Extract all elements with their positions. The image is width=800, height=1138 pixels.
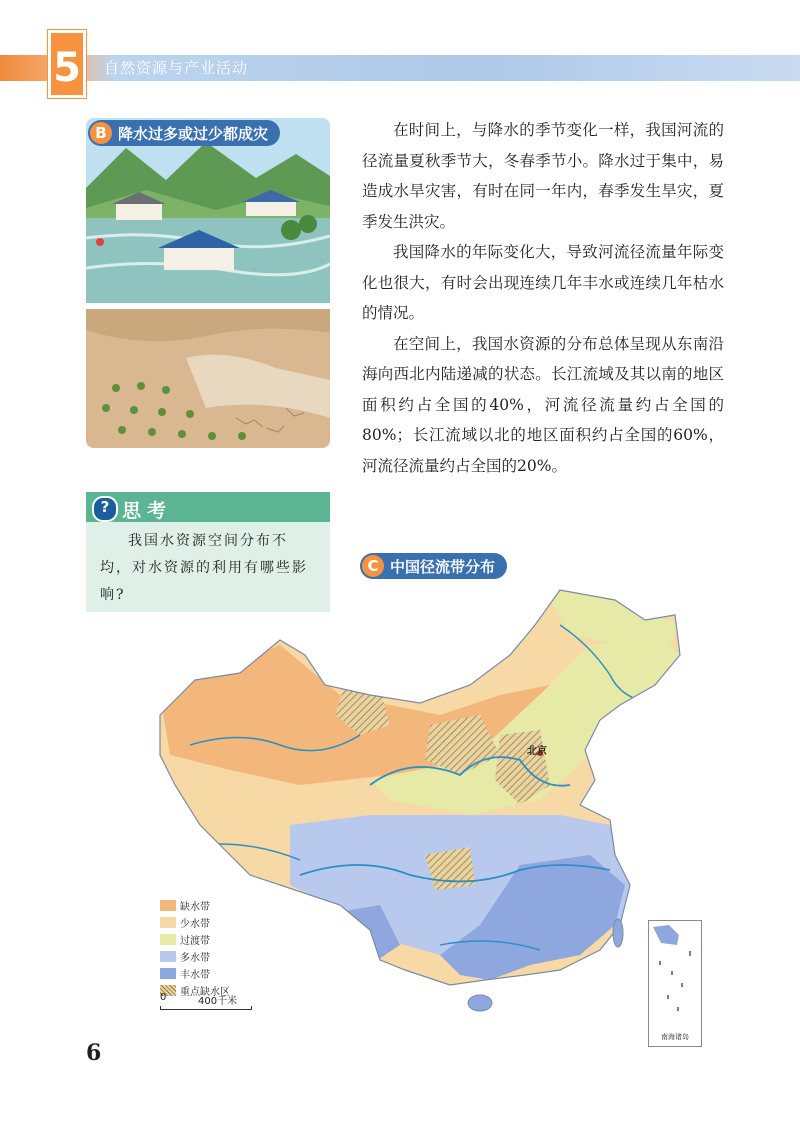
- legend-item: [160, 965, 230, 982]
- figure-c-title: 中国径流带分布: [390, 557, 496, 576]
- scale-start: 0: [160, 992, 167, 1003]
- legend-swatch: [160, 968, 176, 979]
- chapter-title: 自然资源与产业活动: [104, 59, 249, 77]
- legend-swatch: [160, 951, 176, 962]
- figure-b-title: 降水过多或过少都成灾: [118, 124, 269, 143]
- page-number: 6: [86, 1040, 102, 1066]
- figure-b-tag: [88, 120, 280, 146]
- question-icon: ?: [92, 496, 118, 522]
- disaster-illustration: [86, 118, 330, 448]
- chapter-number-box: [48, 30, 86, 98]
- legend-label: 丰水带: [180, 970, 210, 981]
- legend-item: [160, 897, 230, 914]
- legend-item: [160, 931, 230, 948]
- legend-item: [160, 914, 230, 931]
- legend-label: 重点缺水区: [180, 987, 230, 998]
- beijing-label: 北京: [527, 746, 547, 757]
- legend-label: 缺水带: [180, 902, 210, 913]
- figure-c-tag: [360, 553, 507, 579]
- inset-map: [649, 921, 701, 1031]
- map-legend: [160, 897, 230, 999]
- legend-swatch: [160, 917, 176, 928]
- legend-swatch: [160, 900, 176, 911]
- think-question: 我国水资源空间分布不均，对水资源的利用有哪些影响?: [100, 533, 308, 603]
- paragraph-space: 在空间上，我国水资源的分布总体呈现从东南沿海向西北内陆递减的状态。长江流域及其以南的地区面积约占全国的40%，河流径流量约占全国的80%；长江流域以北的地区面积约占全国的60%，河流径流量约占全国的20%。: [362, 334, 724, 475]
- figure-b-badge: B: [90, 122, 112, 144]
- legend-label: 过渡带: [180, 936, 210, 947]
- paragraph-time: 在时间上，与降水的季节变化一样，我国河流的径流量夏秋季节大，冬春季节小。降水过于集中，易造成水旱灾害，有时在同一年内，春季发生旱灾，夏季发生洪灾。: [362, 121, 724, 231]
- flood-drought-illustration: [86, 118, 330, 448]
- legend-swatch: [160, 934, 176, 945]
- legend-label: 多水带: [180, 953, 210, 964]
- chapter-number: 5: [53, 45, 81, 91]
- figure-c-badge: C: [362, 555, 384, 577]
- inset-label: 南海诸岛: [661, 1033, 689, 1041]
- legend-label: 少水带: [180, 919, 210, 930]
- paragraph-interannual: 我国降水的年际变化大，导致河流径流量年际变化也很大，有时会出现连续几年丰水或连续几年枯水的情况。: [362, 243, 724, 322]
- think-title: 思考: [122, 500, 173, 522]
- scale-bar: [160, 1006, 252, 1010]
- scale-end: 400千米: [198, 996, 238, 1007]
- body-text: [362, 115, 724, 481]
- south-china-sea-inset: [648, 920, 702, 1047]
- legend-item: [160, 948, 230, 965]
